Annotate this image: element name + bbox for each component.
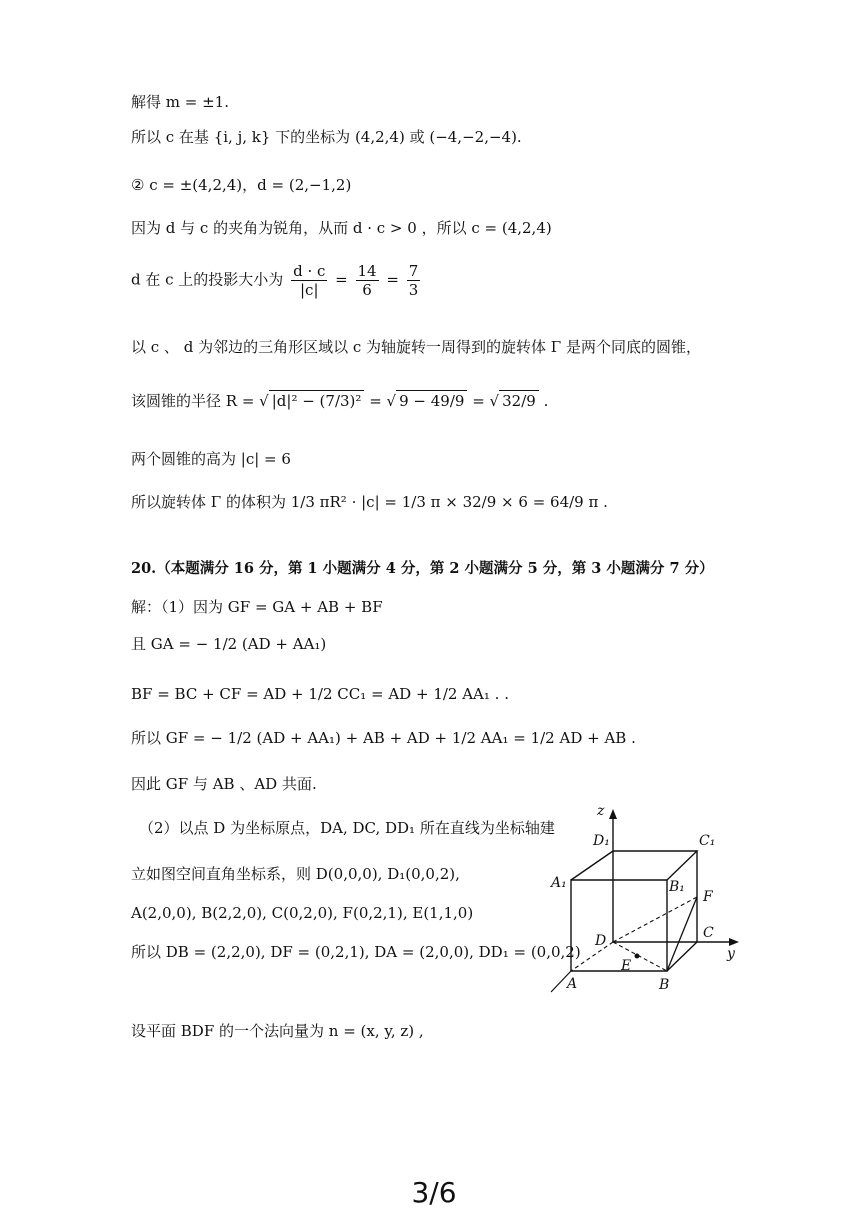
text-line: ② c = ±(4,2,4)，d = (2,−1,2) [131,176,352,194]
text-line: 因为 d 与 c 的夹角为锐角，从而 d · c > 0 ，所以 c = (4,2,4) [131,219,552,237]
radius-label: 该圆锥的半径 R = [131,392,255,410]
hidden-edge [613,897,697,942]
volume-expression: 1/3 πR² · |c| = 1/3 π × 32/9 × 6 = 64/9 π . [290,493,608,511]
text-line: 所以 c 在基 {i, j, k} 下的坐标为 (4,2,4) 或 (−4,−2,−4). [131,128,522,146]
volume-line [131,492,608,512]
cube-front-face [571,880,667,971]
cube-figure [545,805,745,1000]
text-line: 以 c 、 d 为邻边的三角形区域以 c 为轴旋转一周得到的旋转体 Γ 是两个同底的圆锥， [131,338,701,356]
point-e [635,954,640,959]
projection-line: d 在 c 上的投影大小为 $\frac{d \cdot c}{|c|}$ = $\frac{14}{6}$ = $\frac{7}{3}$ [131,262,419,299]
text-line: 所以 DB = (2,2,0), DF = (0,2,1), DA = (2,0,0), DD₁ = (0,0,2) [131,943,581,961]
page-number: 3/6 [411,1176,457,1209]
hidden-edge [571,942,613,971]
fraction [407,262,421,299]
text-line: A(2,0,0), B(2,2,0), C(0,2,0), F(0,2,1), E(1,1,0) [131,904,474,922]
cube-top-face [571,851,697,880]
text-line: 解得 m = ±1. [131,93,229,111]
fraction [356,262,379,299]
text-line: 所以 GF = − 1/2 (AD + AA₁) + AB + AD + 1/2 AA₁ = 1/2 AD + AB . [131,729,636,747]
label-b: B [659,977,670,993]
label-b1: B₁ [669,879,685,895]
label-z: z [597,805,605,819]
volume-label: 所以旋转体 Γ 的体积为 [131,493,286,511]
text-line: 两个圆锥的高为 |c| = 6 [131,450,291,468]
fraction-numerator: 7 [408,262,419,280]
z-arrow-icon [609,809,617,819]
fraction-denominator: 3 [408,281,419,299]
text-line: 且 GA = − 1/2 (AD + AA₁) [131,635,327,653]
radical: 32/9 [499,390,539,411]
radical: 9 − 49/9 [396,390,467,411]
label-d: D [595,933,607,949]
label-f: F [703,889,713,905]
radius-line: 该圆锥的半径 R = √ |d|² − (7/3)² = √ 9 − 49/9 = √ 32/9 . [131,392,549,410]
fraction-numerator: d · c [293,262,326,280]
text-line: 立如图空间直角坐标系，则 D(0,0,0), D₁(0,0,2), [131,865,460,883]
y-arrow-icon [729,938,739,946]
text-line: BF = BC + CF = AD + 1/2 CC₁ = AD + 1/2 AA₁ . . [131,685,509,703]
fraction-numerator: 14 [357,262,377,280]
cube-bottom-edge [667,942,697,971]
text-line: 因此 GF 与 AB 、AD 共面. [131,775,317,793]
question-heading: 20.（本题满分 16 分，第 1 小题满分 4 分，第 2 小题满分 5 分，第 3 小题满分 7 分） [131,560,714,577]
label-c1: C₁ [699,833,716,849]
fraction-denominator: |c| [299,281,319,299]
label-a: A [567,976,578,992]
label-c: C [703,925,714,941]
label-d1: D₁ [593,833,610,849]
label-a1: A₁ [551,875,567,891]
text-line: 设平面 BDF 的一个法向量为 n = (x, y, z) , [131,1022,424,1040]
projection-label: d 在 c 上的投影大小为 [131,270,284,289]
label-e: E [621,958,632,974]
radical: |d|² − (7/3)² [269,390,365,411]
fraction [291,262,327,299]
segment-bf [667,897,697,971]
fraction-denominator: 6 [362,281,372,299]
text-line: 解：（1）因为 GF = GA + AB + BF [131,598,383,616]
text-line: （2）以点 D 为坐标原点，DA, DC, DD₁ 所在直线为坐标轴建 [139,819,555,837]
label-y: y [727,946,735,962]
